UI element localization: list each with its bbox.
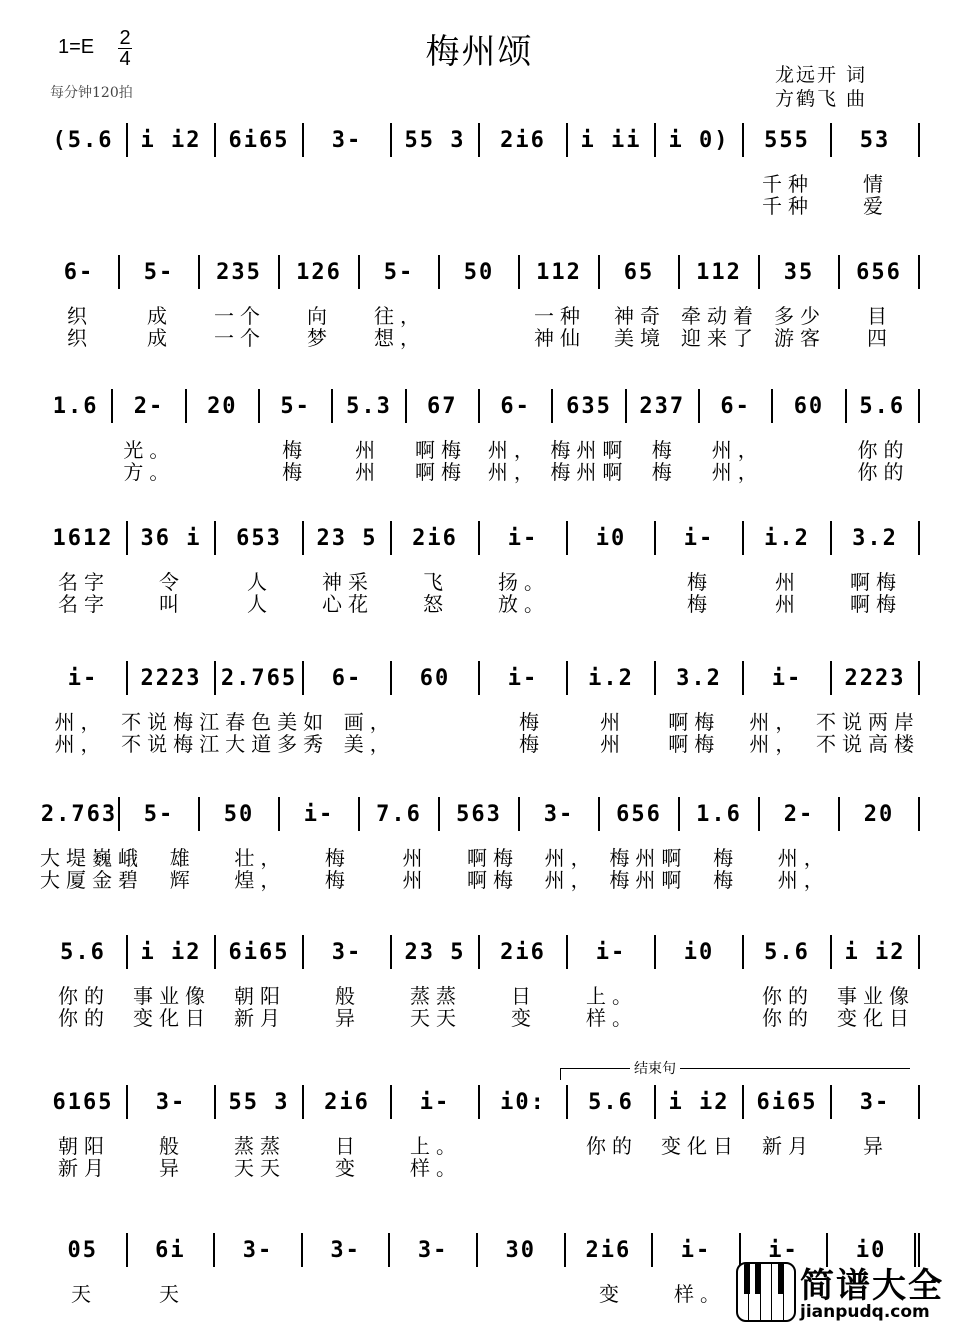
logo-name: 简谱大全 [800,1266,944,1306]
measure: 35 [760,255,840,289]
lyric-word: 名字 [58,570,110,594]
measure: 60 [392,661,480,695]
lyric-word: 州 [402,868,429,892]
lyric-word: 新月 [234,1006,286,1030]
measure: 65 [600,255,680,289]
measure: i0: [480,1085,568,1119]
lyric-word: 向 [307,304,333,328]
measure: 5.6 [568,1085,656,1119]
lyric-line-2 [40,1002,920,1031]
notes-line [40,656,920,700]
lyric-line-2 [40,1152,920,1181]
lyric-word: 你的 [58,1006,110,1030]
lyric-word: 州 [600,710,627,734]
lyric-word: 你的 [586,1134,638,1158]
measure: 55 3 [216,1085,304,1119]
measure: i 0) [656,123,744,157]
lyric-word: 州 [355,460,382,484]
lyric-word [440,322,520,351]
site-logo [736,1258,956,1324]
lyric-word: 梦 [307,326,333,350]
lyric-word: 天 [71,1282,97,1306]
lyric-word: 不说两岸 [815,710,920,734]
lyric-word: 神采 [322,570,374,594]
measure: 3- [832,1085,920,1119]
lyric-word: 啊梅 [467,868,520,892]
lyric-word: 扬。 [498,570,550,594]
lyric-word: 大道多秀 [225,732,330,756]
lyric-word: 不说梅江 [121,710,226,734]
measure: 3.2 [656,661,744,695]
lyric-word: 你的 [58,984,110,1008]
measure: 6- [700,389,773,423]
measure: i0 [828,1233,920,1267]
ending-tick [560,1068,561,1080]
measure: 3- [304,935,392,969]
measure: 6- [40,255,120,289]
measure: i- [656,521,744,555]
lyric-word: 成 [147,326,173,350]
measure: 2- [760,797,840,831]
measure: 656 [600,797,680,831]
measure: 1612 [40,521,128,555]
measure: 5- [120,255,200,289]
lyric-word: 美境 [614,326,666,350]
lyric-word [656,190,744,219]
measure: i.2 [744,521,832,555]
lyric-word [656,1002,744,1031]
lyric-word [186,456,259,485]
measure: 1.6 [40,389,113,423]
lyric-word: 织 [67,326,93,350]
score-row [40,118,920,218]
lyric-word: 梅 [282,460,309,484]
measure: 5.3 [333,389,406,423]
lyric-word: 事业像 [837,984,915,1008]
lyric-word: 州 [600,732,627,756]
lyric-word [128,190,216,219]
measure: i- [40,661,128,695]
lyric-word [843,864,921,893]
measure: i- [744,661,832,695]
lyric-word: 梅 [651,460,678,484]
measure: 36 i [128,521,216,555]
lyric-word: 样。 [586,1006,638,1030]
lyric-word: 不说梅江 [121,732,226,756]
lyric-word: 成 [147,304,173,328]
lyric-word: 织 [67,304,93,328]
lyric-word [304,190,392,219]
lyric-line-2 [40,588,920,617]
notes-line [40,1080,920,1124]
piano-keys-icon [736,1262,796,1322]
lyric-word: 雄 [169,846,196,870]
measure: 2.765 [216,661,304,695]
lyric-word [392,190,480,219]
notes-line [40,930,920,974]
lyric-word [216,190,304,219]
lyric-word: 朝阳 [58,1134,110,1158]
lyric-word: 梅州啊 [609,868,688,892]
lyric-word: 人 [247,570,273,594]
tempo-marking: 每分钟120拍 [50,85,133,101]
measure: i- [480,661,568,695]
lyric-word: 新月 [58,1156,110,1180]
measure: 1.6 [680,797,760,831]
measure: 3- [215,1233,303,1267]
score-row [40,516,920,616]
lyric-word [832,1152,920,1181]
lyric-word: 日 [511,984,537,1008]
measure: i- [280,797,360,831]
measure: i i2 [128,123,216,157]
lyric-word: 州， [544,846,597,870]
score-row [40,930,920,1030]
lyric-word: 叫 [159,592,185,616]
lyric-word: 梅 [651,438,678,462]
lyricist-credit: 龙远开 词 [775,64,868,86]
lyric-word: 牵动着 [681,304,759,328]
lyric-word: 一个 [214,304,266,328]
lyric-word: 一种 [534,304,586,328]
lyric-word: 州 [775,570,801,594]
lyric-word: 上。 [586,984,638,1008]
lyric-line-2 [40,728,920,757]
lyric-word: 变 [335,1156,361,1180]
measure: 6i [128,1233,216,1267]
measure: 50 [200,797,280,831]
notes-line [40,250,920,294]
measure: 5- [360,255,440,289]
lyric-word: 神仙 [534,326,586,350]
measure: i- [653,1233,741,1267]
score-row [40,792,920,892]
measure: 3- [390,1233,478,1267]
lyric-word: 名字 [58,592,110,616]
lyric-word: 梅州啊 [550,438,629,462]
lyric-word: 般 [335,984,361,1008]
lyric-word: 上。 [410,1134,462,1158]
lyric-word: 梅州啊 [609,846,688,870]
lyric-word: 梅 [282,438,309,462]
lyric-word [410,728,491,757]
lyric-word: 一个 [214,326,266,350]
lyric-word: 你的 [762,984,814,1008]
measure: 20 [840,797,920,831]
lyric-word: 游客 [774,326,826,350]
notes-line [40,792,920,836]
measure: 3.2 [832,521,920,555]
measure: 237 [627,389,700,423]
measure: 6i65 [744,1085,832,1119]
measure: i.2 [568,661,656,695]
lyric-word [392,1278,480,1307]
lyric-word: 光。 [123,438,176,462]
lyric-word: 想， [374,326,426,350]
lyric-word [568,588,656,617]
lyric-word [40,456,113,485]
measure: 2223 [128,661,216,695]
measure: 30 [478,1233,566,1267]
lyric-word: 怒 [423,592,449,616]
lyric-word: 春色美如 [225,710,330,734]
measure: 2i6 [392,521,480,555]
lyric-word [744,1152,832,1181]
lyric-word: 煌， [234,868,287,892]
measure: 23 5 [304,521,392,555]
lyric-word: 州， [487,460,540,484]
lyric-word: 天天 [410,1006,462,1030]
lyric-word: 啊梅 [850,592,902,616]
lyric-word: 壮， [234,846,287,870]
lyric-word [40,190,128,219]
measure: i0 [568,521,656,555]
logo-url: jianpudq.com [800,1302,930,1322]
composer-credit: 方鹤飞 曲 [775,88,868,110]
lyric-word: 不说高楼 [815,732,920,756]
lyric-word: 州， [777,868,830,892]
measure: 5.6 [744,935,832,969]
lyric-word: 大堤巍峨 [40,846,144,870]
lyric-word [304,1278,392,1307]
measure: 67 [407,389,480,423]
lyric-word: 啊梅 [668,710,721,734]
measure: 53 [832,123,920,157]
measure: 635 [553,389,626,423]
key-signature: 1=E [58,36,95,58]
lyric-word: 异 [335,1006,361,1030]
measure: 3- [303,1233,391,1267]
measure: (5.6 [40,123,128,157]
lyric-word: 啊梅 [467,846,520,870]
lyric-word: 蒸蒸 [410,984,462,1008]
measure: 5- [120,797,200,831]
lyric-word [568,1152,656,1181]
measure: 5- [260,389,333,423]
lyric-word: 朝阳 [234,984,286,1008]
lyric-word: 异 [159,1156,185,1180]
score-row [40,656,920,756]
lyric-line-2 [40,864,920,893]
lyric-word: 州， [711,438,764,462]
measure: 555 [744,123,832,157]
lyric-word: 州， [711,460,764,484]
score-row [40,384,920,484]
measure: i i2 [832,935,920,969]
measure: 6i65 [216,935,304,969]
measure: 656 [840,255,920,289]
lyric-word: 州， [777,846,830,870]
lyric-word: 变化日 [837,1006,915,1030]
measure: i- [480,521,568,555]
lyric-word: 州， [544,868,597,892]
measure: 23 5 [392,935,480,969]
lyric-word [656,1152,744,1181]
lyric-word: 你的 [857,460,910,484]
measure: 126 [280,255,360,289]
lyric-line-2 [40,190,920,219]
lyric-word: 州， [749,710,802,734]
lyric-word [774,456,847,485]
lyric-word: 新月 [762,1134,814,1158]
lyric-word: 啊梅 [414,438,467,462]
lyric-word: 州 [355,438,382,462]
measure: 5.6 [40,935,128,969]
score-row [40,250,920,350]
measure: 563 [440,797,520,831]
lyric-word: 梅 [713,868,740,892]
measure: 235 [200,255,280,289]
lyric-word: 心花 [322,592,374,616]
measure: 6- [480,389,553,423]
measure: 653 [216,521,304,555]
lyric-word [216,1278,304,1307]
lyric-word: 天天 [234,1156,286,1180]
lyric-word: 往， [374,304,426,328]
lyric-word: 变化日 [661,1134,739,1158]
measure: 20 [187,389,260,423]
lyric-word: 画， [343,710,396,734]
lyric-word: 州 [775,592,801,616]
ending-line [560,1068,910,1069]
lyric-word: 啊梅 [668,732,721,756]
lyric-word: 梅 [687,570,713,594]
measure: 50 [440,255,520,289]
measure: 7.6 [360,797,440,831]
lyric-word: 样。 [674,1282,726,1306]
lyric-word: 变 [599,1282,625,1306]
measure: 05 [40,1233,128,1267]
lyric-word: 迎来了 [681,326,759,350]
lyric-word [480,1152,568,1181]
measure: i ii [568,123,656,157]
measure: 3- [304,123,392,157]
lyric-word: 爱 [863,194,889,218]
lyric-word: 梅州啊 [550,460,629,484]
notes-line [40,384,920,428]
lyric-word: 天 [159,1282,185,1306]
lyric-word: 州， [487,438,540,462]
lyric-word: 梅 [518,732,545,756]
measure: 2i6 [480,123,568,157]
measure: i i2 [128,935,216,969]
lyric-word: 神奇 [614,304,666,328]
measure: 6- [304,661,392,695]
lyric-word: 千种 [762,194,814,218]
measure: 5.6 [847,389,920,423]
lyric-word: 日 [335,1134,361,1158]
time-top: 2 [119,27,131,49]
lyric-word: 变化日 [133,1006,211,1030]
lyric-word: 你的 [857,438,910,462]
measure: 6i65 [216,123,304,157]
time-bottom: 4 [119,48,131,70]
measure: 2i6 [304,1085,392,1119]
notes-line [40,516,920,560]
lyric-word: 州， [749,732,802,756]
lyric-word: 辉 [169,868,196,892]
lyric-word: 四 [867,326,893,350]
measure: 2i6 [480,935,568,969]
song-title: 梅州颂 [425,32,534,72]
lyric-word: 方。 [123,460,176,484]
measure: 2223 [832,661,920,695]
lyric-word: 大厦金碧 [40,868,144,892]
lyric-word: 变 [511,1006,537,1030]
lyric-word: 人 [247,592,273,616]
lyric-word: 梅 [324,868,351,892]
lyric-word [480,190,568,219]
measure: i0 [656,935,744,969]
measure: 3- [128,1085,216,1119]
measure: 60 [773,389,846,423]
lyric-word: 美， [343,732,396,756]
lyric-word: 飞 [423,570,449,594]
lyric-word: 多少 [774,304,826,328]
ending-label: 结束句 [630,1058,680,1078]
lyric-word: 千种 [762,172,814,196]
lyric-word: 梅 [324,846,351,870]
measure: 55 3 [392,123,480,157]
measure: i- [392,1085,480,1119]
lyric-word: 样。 [410,1156,462,1180]
lyric-word [480,1278,568,1307]
lyric-word: 州， [54,710,107,734]
measure: i- [741,1233,829,1267]
lyric-word: 啊梅 [850,570,902,594]
measure: 112 [520,255,600,289]
measure: 2.763 [40,797,120,831]
lyric-word: 州， [54,732,107,756]
lyric-line-2 [40,456,920,485]
lyric-word [568,190,656,219]
measure: i- [568,935,656,969]
score-row [40,1080,920,1180]
lyric-word: 异 [863,1134,889,1158]
lyric-word: 放。 [498,592,550,616]
lyric-word: 梅 [687,592,713,616]
measure: 112 [680,255,760,289]
lyric-word: 般 [159,1134,185,1158]
lyric-word: 你的 [762,1006,814,1030]
lyric-word: 事业像 [133,984,211,1008]
lyric-word: 啊梅 [414,460,467,484]
measure: 6165 [40,1085,128,1119]
lyric-word: 目 [867,304,893,328]
lyric-word: 州 [402,846,429,870]
measure: 2i6 [566,1233,654,1267]
lyric-line-2 [40,322,920,351]
lyric-word: 情 [863,172,889,196]
lyric-word: 令 [159,570,185,594]
lyric-word: 梅 [713,846,740,870]
lyric-word: 蒸蒸 [234,1134,286,1158]
measure: 2- [113,389,186,423]
notes-line [40,118,920,162]
measure: i i2 [656,1085,744,1119]
lyric-word: 梅 [518,710,545,734]
measure: 3- [520,797,600,831]
